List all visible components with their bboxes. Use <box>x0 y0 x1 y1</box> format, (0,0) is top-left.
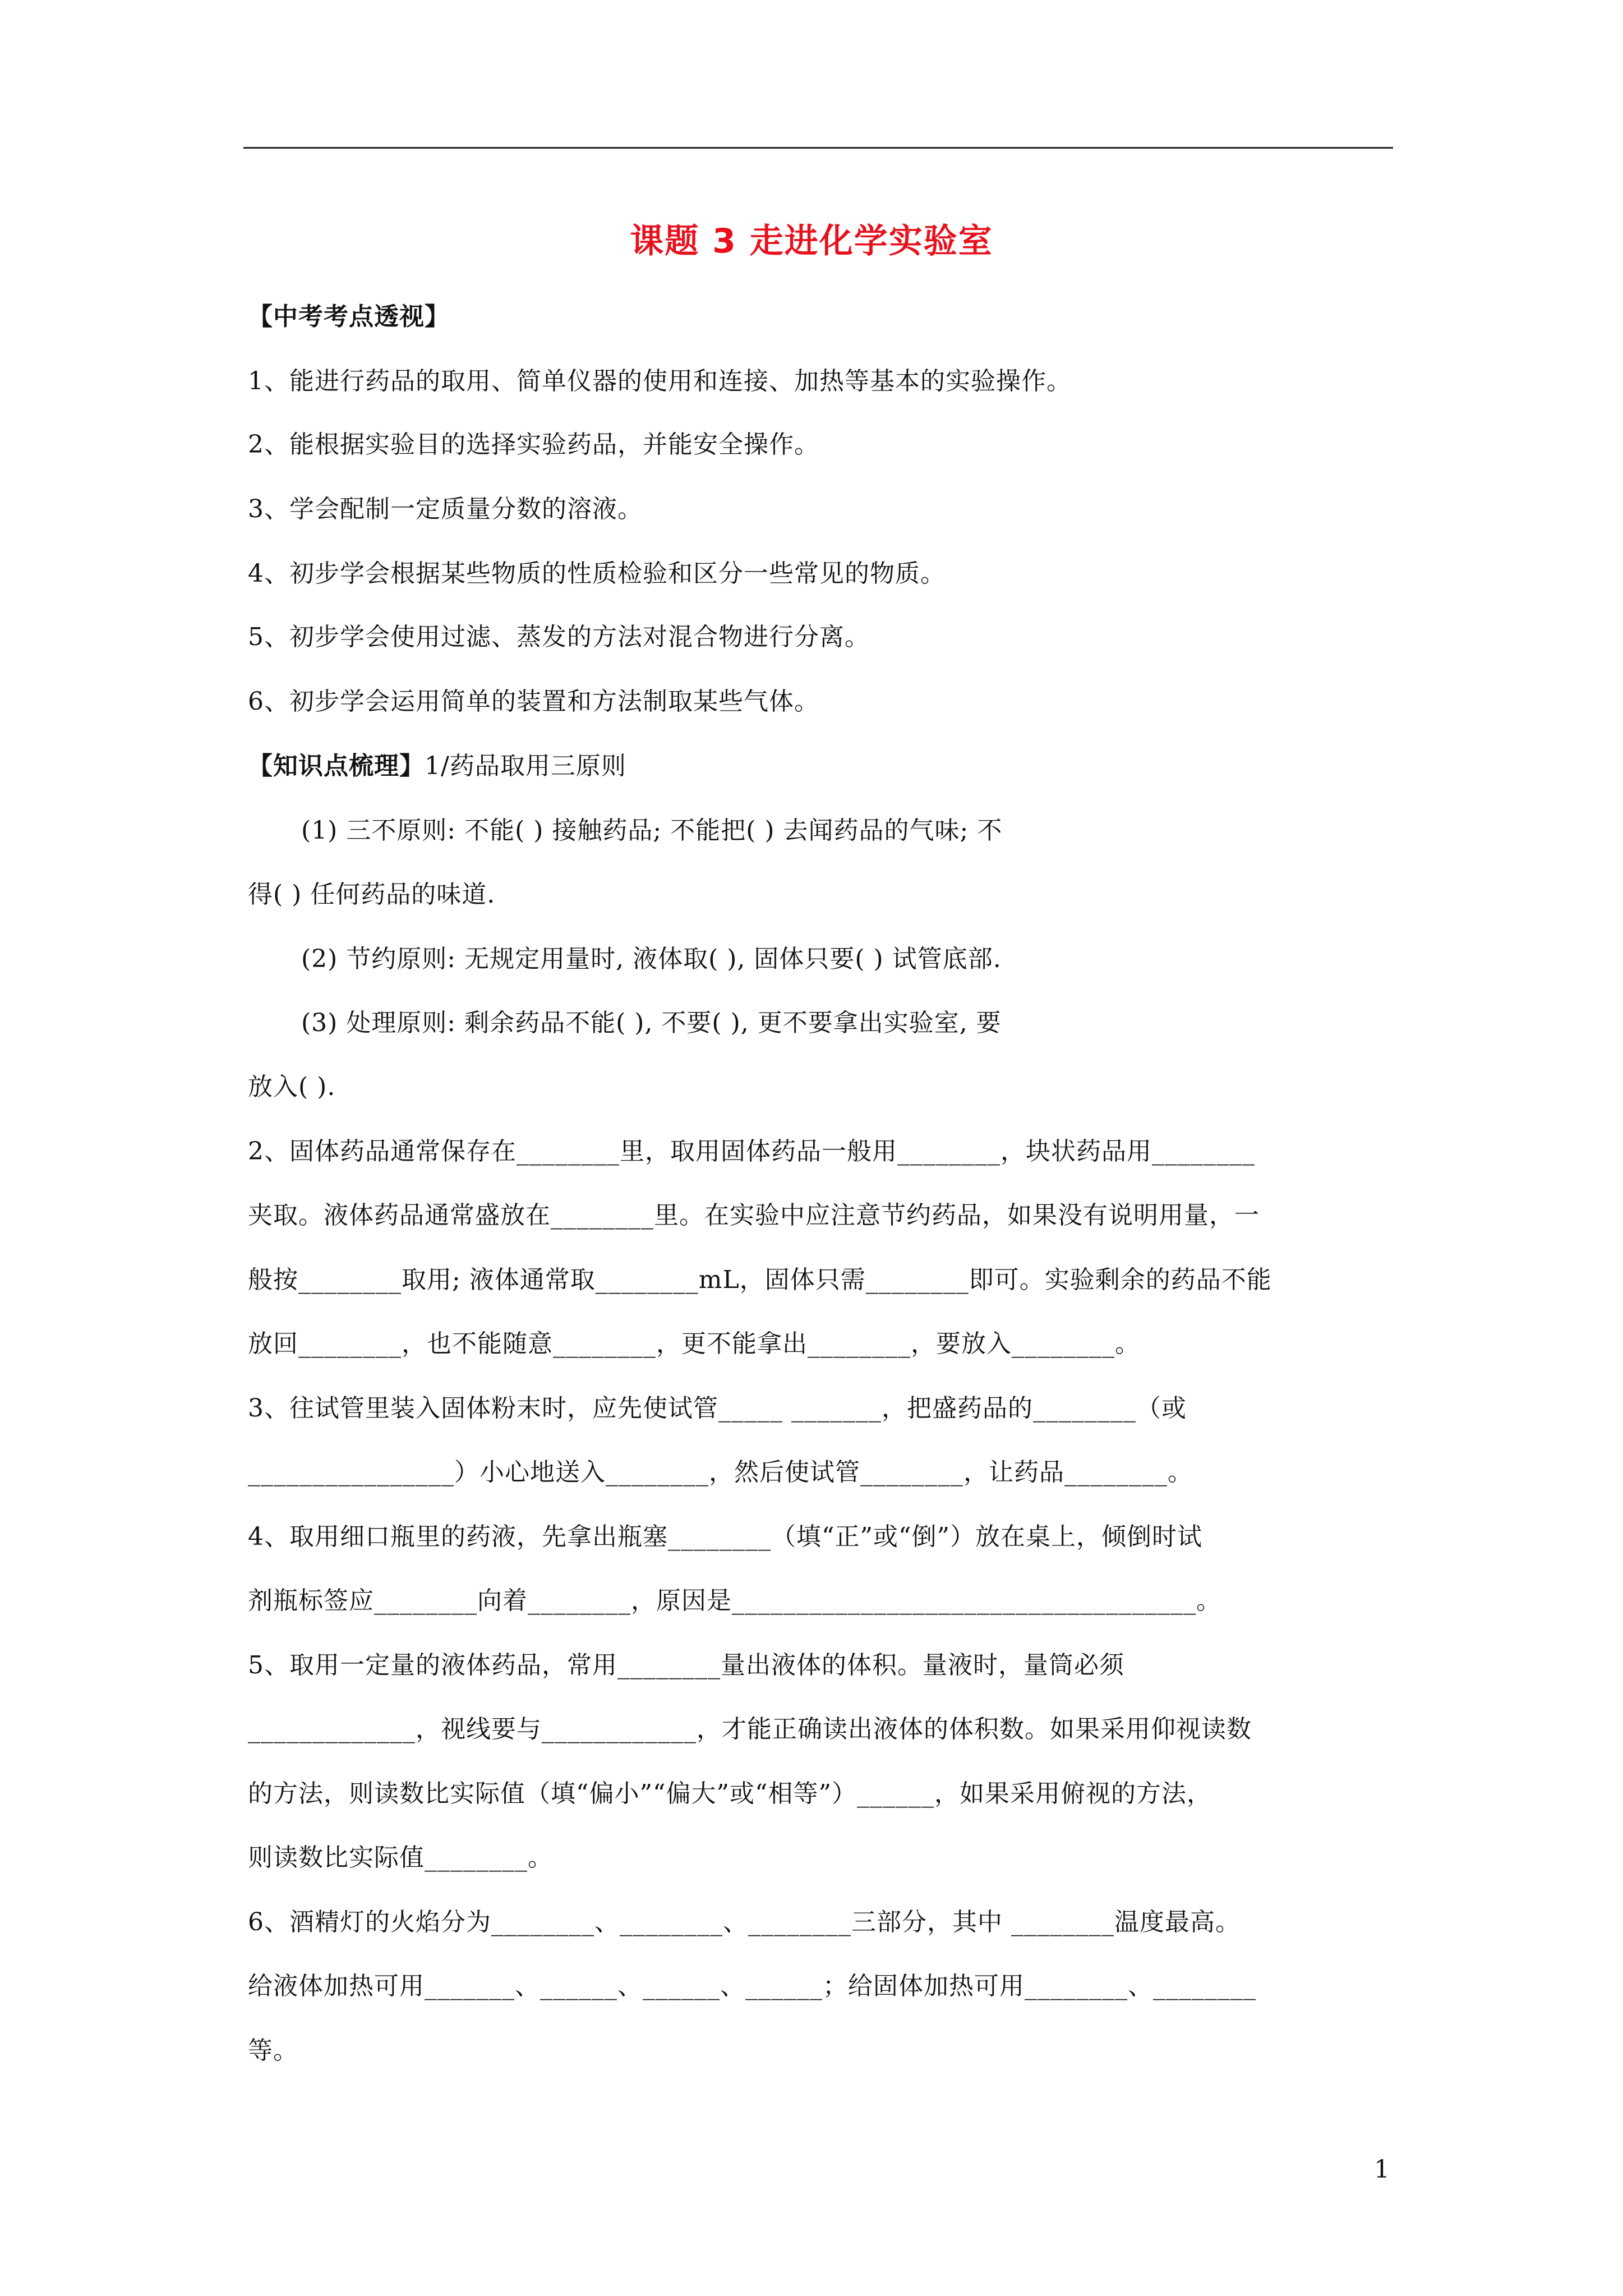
header-rule <box>243 147 1393 149</box>
principle-1-line-1: (1) 三不原则: 不能( ) 接触药品; 不能把( ) 去闻药品的气味; 不 <box>301 816 1003 845</box>
point-4: 4、初步学会根据某些物质的性质检验和区分一些常见的物质。 <box>248 559 946 588</box>
q2-line-3: 般按________取用; 液体通常取________mL，固体只需________即可。实验剩余的药品不能 <box>248 1266 1272 1294</box>
knowledge-heading-label: 【知识点梳理】 <box>248 752 425 780</box>
q4-line-1: 4、取用细口瓶里的药液，先拿出瓶塞________（填“正”或“倒”）放在桌上，倾倒时试 <box>248 1522 1202 1551</box>
point-6: 6、初步学会运用简单的装置和方法制取某些气体。 <box>248 687 819 716</box>
q2-line-1: 2、固体药品通常保存在________里，取用固体药品一般用________，块状药品用________ <box>248 1137 1255 1166</box>
section-heading-knowledge <box>248 749 1393 783</box>
q2-line-4: 放回________，也不能随意________，更不能拿出________，要放入________。 <box>248 1329 1140 1358</box>
q5-line-4: 则读数比实际值________。 <box>248 1843 553 1872</box>
principle-3-line-2: 放入( ). <box>248 1073 336 1101</box>
principle-2: (2) 节约原则: 无规定用量时, 液体取( ), 固体只要( ) 试管底部. <box>301 945 1002 973</box>
page-title: 课题 3 走进化学实验室 <box>630 222 993 261</box>
point-5: 5、初步学会使用过滤、蒸发的方法对混合物进行分离。 <box>248 623 870 651</box>
q5-line-3: 的方法，则读数比实际值（填“偏小”“偏大”或“相等”）______，如果采用俯视的方法， <box>248 1779 1212 1808</box>
principle-1-line-2: 得( ) 任何药品的味道. <box>248 880 496 909</box>
point-2: 2、能根据实验目的选择实验药品，并能安全操作。 <box>248 430 819 459</box>
q3-line-2: ________________）小心地送入________，然后使试管________，让药品________。 <box>248 1458 1193 1487</box>
q5-line-2: _____________，视线要与____________，才能正确读出液体的体积数。如果采用仰视读数 <box>248 1715 1252 1743</box>
q6-line-1: 6、酒精灯的火焰分为________、________、________三部分，其中 ________温度最高。 <box>248 1908 1241 1936</box>
point-3: 3、学会配制一定质量分数的溶液。 <box>248 495 643 523</box>
q3-line-1: 3、往试管里装入固体粉末时，应先使试管_____ _______，把盛药品的________（或 <box>248 1394 1187 1423</box>
q5-line-1: 5、取用一定量的液体药品，常用________量出液体的体积。量液时，量筒必须 <box>248 1651 1124 1680</box>
page-number: 1 <box>1374 2155 1390 2184</box>
q2-line-2: 夹取。液体药品通常盛放在________里。在实验中应注意节约药品，如果没有说明用量，一 <box>248 1201 1260 1230</box>
section-heading-exam-points: 【中考考点透视】 <box>248 302 450 331</box>
point-1: 1、能进行药品的取用、简单仪器的使用和连接、加热等基本的实验操作。 <box>248 367 1072 395</box>
principle-3-line-1: (3) 处理原则: 剩余药品不能( ), 不要( ), 更不要拿出实验室, 要 <box>301 1009 1002 1037</box>
knowledge-subheading: 1/药品取用三原则 <box>425 752 626 780</box>
q6-line-3: 等。 <box>248 2036 298 2065</box>
q6-line-2: 给液体加热可用_______、______、______、______；给固体加热可用________、________ <box>248 1972 1256 2000</box>
q4-line-2: 剂瓶标签应________向着________，原因是____________________________________。 <box>248 1586 1221 1615</box>
